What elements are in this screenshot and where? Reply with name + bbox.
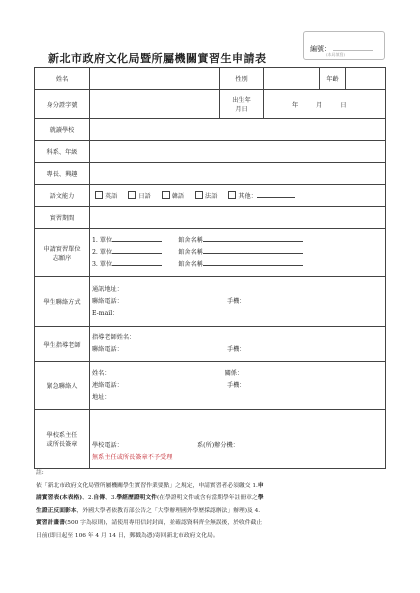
row-department: [35, 141, 386, 163]
notes-line-1: 依「新北市政府文化局暨所屬機關學生實習作業要點」之規定，申請實習者必須繳交 1.申: [36, 482, 264, 489]
row-contact: [35, 277, 386, 327]
notes-section: [36, 467, 386, 542]
row-skills: [35, 163, 386, 185]
unit-order-label: [35, 229, 90, 277]
gender-field[interactable]: [264, 68, 320, 90]
serial-note: (本局填寫): [326, 52, 346, 57]
emergency-phone[interactable]: 連絡電話：: [92, 381, 123, 389]
french-checkbox[interactable]: [195, 191, 203, 199]
unit-choice-1[interactable]: 1. 單位 館舍名稱: [92, 235, 383, 247]
age-label: 年齡: [320, 68, 346, 90]
unit-order-line2: 志願序: [52, 254, 72, 262]
skills-label: 專長、興趣: [35, 163, 90, 185]
birth-year: 年: [292, 101, 299, 109]
notes-line-2: 請實習表(本表格)、2.自傳、3.學經歷證明文件(在學證明文件或含有當期學年註冊章之學: [36, 495, 264, 501]
period-field[interactable]: [90, 207, 386, 229]
row-id: [35, 90, 386, 119]
advisor-fields: [90, 327, 386, 362]
id-number-label: 身分證字號: [35, 90, 90, 119]
application-form: [34, 67, 386, 469]
row-school: [35, 119, 386, 141]
advisor-mobile[interactable]: 手機：: [226, 346, 246, 353]
unit-preferences: [90, 229, 386, 277]
contact-label: 學生聯絡方式: [35, 277, 90, 327]
school-field[interactable]: [90, 119, 386, 141]
name-field[interactable]: [90, 68, 220, 90]
birth-month: 月: [316, 101, 323, 109]
birth-label-line2: 月日: [235, 106, 248, 113]
serial-line[interactable]: [333, 50, 373, 51]
birth-label: [220, 90, 264, 119]
row-name: [35, 68, 386, 90]
unit-order-line1: 申請實習單位: [43, 245, 81, 253]
advisor-label: 學生指導老師: [35, 327, 90, 362]
row-advisor: [35, 327, 386, 362]
approval-label: [35, 410, 90, 469]
department-label: 科系、年級: [35, 141, 90, 163]
advisor-phone-row: [92, 344, 383, 356]
row-approval: [35, 410, 386, 469]
notes-line-3: 生證正反面影本，外國大學者依教育部公告之「大學辦理國外學歷採認辦法」辦理)及 4.: [36, 507, 261, 514]
contact-phone[interactable]: 聯絡電話：: [92, 297, 123, 305]
age-field[interactable]: [346, 68, 386, 90]
contact-address[interactable]: 通訊地址：: [92, 285, 123, 293]
row-units: [35, 229, 386, 277]
contact-email[interactable]: E-mail：: [92, 309, 119, 317]
notes-line-5: 日前(即日起至 106 年 4 月 14 日，郵戳為憑)寄回新北市政府文化局。: [36, 532, 219, 539]
japanese-checkbox[interactable]: [128, 191, 136, 199]
emergency-name[interactable]: 姓名：: [92, 369, 111, 377]
contact-fields: [90, 277, 386, 327]
skills-field[interactable]: [90, 163, 386, 185]
name-label: 姓名: [35, 68, 90, 90]
advisor-phone[interactable]: 聯絡電話：: [92, 346, 123, 353]
approval-dept-phone[interactable]: 系(所)辦分機：: [196, 442, 239, 449]
language-options: [90, 185, 386, 207]
emergency-phone-row: [92, 380, 383, 392]
other-language-line[interactable]: [257, 197, 295, 198]
birth-day: 日: [340, 101, 347, 109]
approval-fields: [90, 410, 386, 469]
department-field[interactable]: [90, 141, 386, 163]
unit-choice-2[interactable]: 2. 單位 館舍名稱: [92, 247, 383, 259]
row-emergency: [35, 362, 386, 410]
emergency-label: 緊急聯絡人: [35, 362, 90, 410]
row-language: [35, 185, 386, 207]
birth-date-field[interactable]: [264, 90, 386, 119]
emergency-mobile[interactable]: 手機：: [226, 381, 246, 389]
page-title: 新北市政府文化局暨所屬機關實習生申請表: [48, 52, 267, 65]
emergency-fields: [90, 362, 386, 410]
contact-phone-row: [92, 296, 383, 308]
korean-label: 韓語: [171, 193, 185, 200]
english-checkbox[interactable]: [95, 191, 103, 199]
unit-choice-3[interactable]: 3. 單位 館舍名稱: [92, 259, 383, 271]
approval-line1: 學校系主任: [46, 432, 78, 439]
notes-line-4: 實習計畫書(500 字為原則)，請使用專用信封封面，並確認資料齊全無誤後，於收件截止: [36, 520, 263, 526]
contact-mobile[interactable]: 手機：: [226, 297, 246, 305]
id-number-field[interactable]: [90, 90, 220, 119]
approval-school-phone[interactable]: 學校電話：: [92, 442, 123, 449]
english-label: 英語: [105, 193, 118, 200]
period-label: 實習期間: [35, 207, 90, 229]
other-label: 其他：: [238, 193, 257, 200]
japanese-label: 日語: [138, 193, 151, 200]
french-label: 法語: [205, 193, 218, 200]
birth-label-line1: 出生年: [232, 97, 251, 104]
serial-label: 編號：: [310, 45, 331, 53]
approval-warning: 無系主任或所長簽章不予受理: [92, 454, 173, 461]
gender-label: 性別: [220, 68, 264, 90]
language-label: 語文能力: [35, 185, 90, 207]
serial-number-box: [303, 31, 385, 60]
emergency-relation[interactable]: 關係：: [224, 369, 244, 377]
advisor-name[interactable]: 指導老師姓名：: [92, 334, 136, 341]
korean-checkbox[interactable]: [162, 191, 170, 199]
notes-heading: 註:: [36, 470, 44, 476]
approval-phone-row: [92, 440, 383, 452]
school-label: 就讀學校: [35, 119, 90, 141]
row-period: [35, 207, 386, 229]
other-checkbox[interactable]: [228, 191, 236, 199]
emergency-name-row: [92, 368, 383, 380]
emergency-address[interactable]: 地址：: [92, 393, 111, 401]
approval-line2: 或所長簽章: [46, 441, 78, 448]
